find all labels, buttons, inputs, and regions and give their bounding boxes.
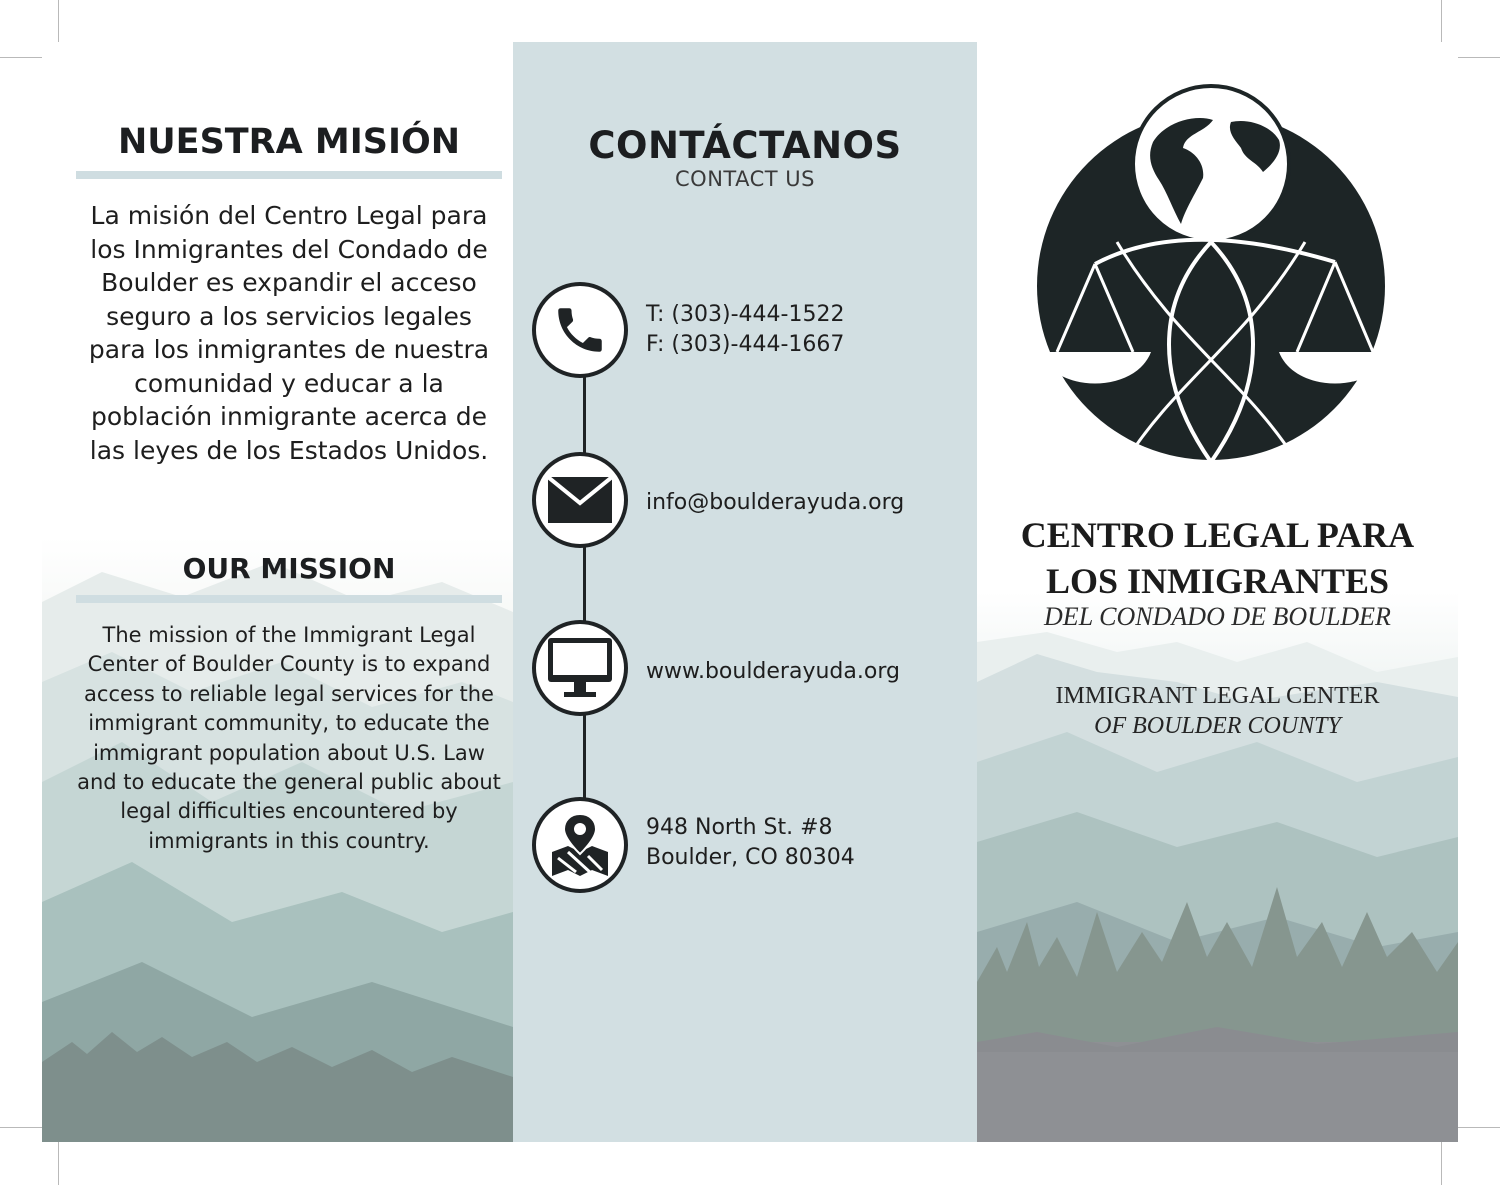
crop-mark xyxy=(58,0,59,46)
fax-number: F: (303)-444-1667 xyxy=(646,332,845,357)
website-link[interactable]: www.boulderayuda.org xyxy=(646,659,900,684)
crop-mark xyxy=(0,57,46,58)
org-name-en-line1: IMMIGRANT LEGAL CENTER xyxy=(1055,683,1380,709)
title-underline xyxy=(76,171,502,179)
cover-panel xyxy=(977,42,1458,1142)
org-name-es xyxy=(977,512,1458,604)
contact-title: CONTÁCTANOS xyxy=(588,124,902,167)
mission-title-en: OUR MISSION xyxy=(182,552,396,585)
computer-monitor-icon xyxy=(532,620,628,716)
crop-mark xyxy=(1441,0,1442,46)
crop-mark xyxy=(0,1127,46,1128)
title-underline xyxy=(76,595,502,603)
map-pin-icon xyxy=(532,797,628,893)
crop-mark xyxy=(58,1141,59,1185)
contact-subtitle: CONTACT US xyxy=(675,167,815,191)
crop-mark xyxy=(1454,1127,1500,1128)
org-name-es-subtitle: DEL CONDADO DE BOULDER xyxy=(1044,602,1391,631)
address-street: 948 North St. #8 xyxy=(646,815,833,840)
crop-mark xyxy=(1441,1141,1442,1185)
address xyxy=(646,813,855,873)
org-name-es-line1: CENTRO LEGAL PARA xyxy=(1020,515,1415,555)
email-link[interactable]: info@boulderayuda.org xyxy=(646,490,905,515)
org-name-en-line2: OF BOULDER COUNTY xyxy=(1094,713,1341,739)
mission-panel xyxy=(42,42,513,1142)
globe-and-scales-logo xyxy=(1035,82,1387,462)
address-city: Boulder, CO 80304 xyxy=(646,845,855,870)
contact-timeline xyxy=(583,332,586,852)
envelope-icon xyxy=(532,452,628,548)
mission-text-en: The mission of the Immigrant Legal Center of Boulder County is to expand access to reliable legal services for the immigrant community, to educate the immigrant population about U.S. Law and to educate the general public about legal difficulties encountered by immigrants in this country. xyxy=(77,623,501,853)
phone-numbers xyxy=(646,300,844,360)
crop-mark xyxy=(1454,57,1500,58)
mission-text-es: La misión del Centro Legal para los Inmigrantes del Condado de Boulder es expandir el acceso seguro a los servicios legales para los inmigrantes de nuestra comunidad y educar a la población inmigrante acerca de las leyes de los Estados Unidos. xyxy=(88,201,490,465)
mission-title-es: NUESTRA MISIÓN xyxy=(117,122,461,162)
phone-number[interactable]: T: (303)-444-1522 xyxy=(646,302,845,327)
org-name-es-line2: LOS INMIGRANTES xyxy=(1045,561,1390,601)
contact-panel xyxy=(513,42,977,1142)
org-name-en xyxy=(977,681,1458,741)
phone-icon xyxy=(532,282,628,378)
